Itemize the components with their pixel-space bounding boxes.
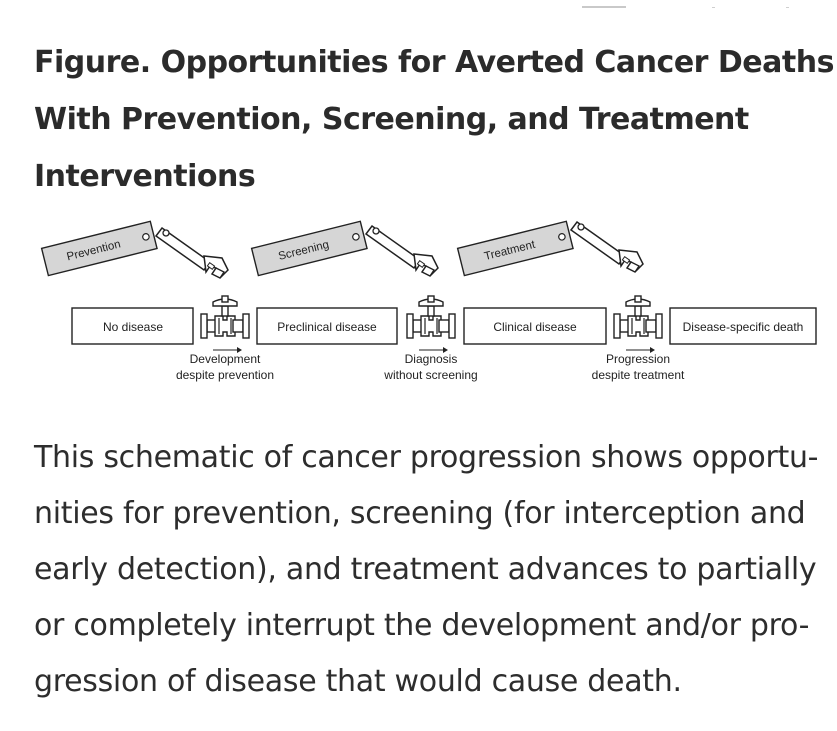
transition-label: Development (189, 352, 261, 366)
transition-label: despite prevention (175, 368, 275, 382)
caption-line: gression of disease that would cause death. (34, 664, 682, 699)
wrench-icon (156, 228, 228, 278)
top-mark-dot (712, 7, 715, 8)
treatment-tag (458, 221, 573, 275)
caption-line: early detection), and treatment advances to partially (34, 552, 817, 587)
state-label: Clinical disease (493, 320, 577, 334)
state-label: Preclinical disease (277, 320, 377, 334)
caption-line: or completely interrupt the development and/or pro- (34, 608, 810, 643)
screening-tag-label: Screening (277, 238, 331, 263)
state-label: Disease-specific death (682, 320, 804, 334)
treatment-tag-label: Treatment (483, 238, 537, 263)
figure-caption (34, 430, 829, 710)
valve-icon (407, 296, 455, 338)
transition-label: Progression (605, 352, 671, 366)
wrench-icon (571, 222, 643, 272)
transition-label: without screening (384, 368, 478, 382)
cancer-progression-diagram (0, 210, 837, 395)
top-scrollbar-mark (582, 6, 626, 8)
state-box-clinical (464, 308, 606, 344)
state-label: No disease (102, 320, 164, 334)
transition-label: Diagnosis (404, 352, 458, 366)
state-box-preclinical (257, 308, 397, 344)
screening-tag (252, 221, 367, 275)
valve-icon (614, 296, 662, 338)
figure-title-line: Figure. Opportunities for Averted Cancer Deaths (34, 45, 834, 80)
figure-title (34, 34, 834, 205)
wrench-icon (366, 226, 438, 276)
caption-line: nities for prevention, screening (for interception and (34, 496, 806, 531)
state-box-death (670, 308, 816, 344)
state-box-no-disease (72, 308, 193, 344)
caption-line: This schematic of cancer progression shows opportu- (34, 440, 819, 475)
prevention-tag-label: Prevention (65, 238, 122, 264)
valve-icon (201, 296, 249, 338)
prevention-tag (42, 221, 157, 275)
figure-title-line: Interventions (34, 159, 256, 194)
top-mark-dot (786, 7, 789, 8)
figure-title-line: With Prevention, Screening, and Treatment (34, 102, 749, 137)
transition-label: despite treatment (591, 368, 685, 382)
